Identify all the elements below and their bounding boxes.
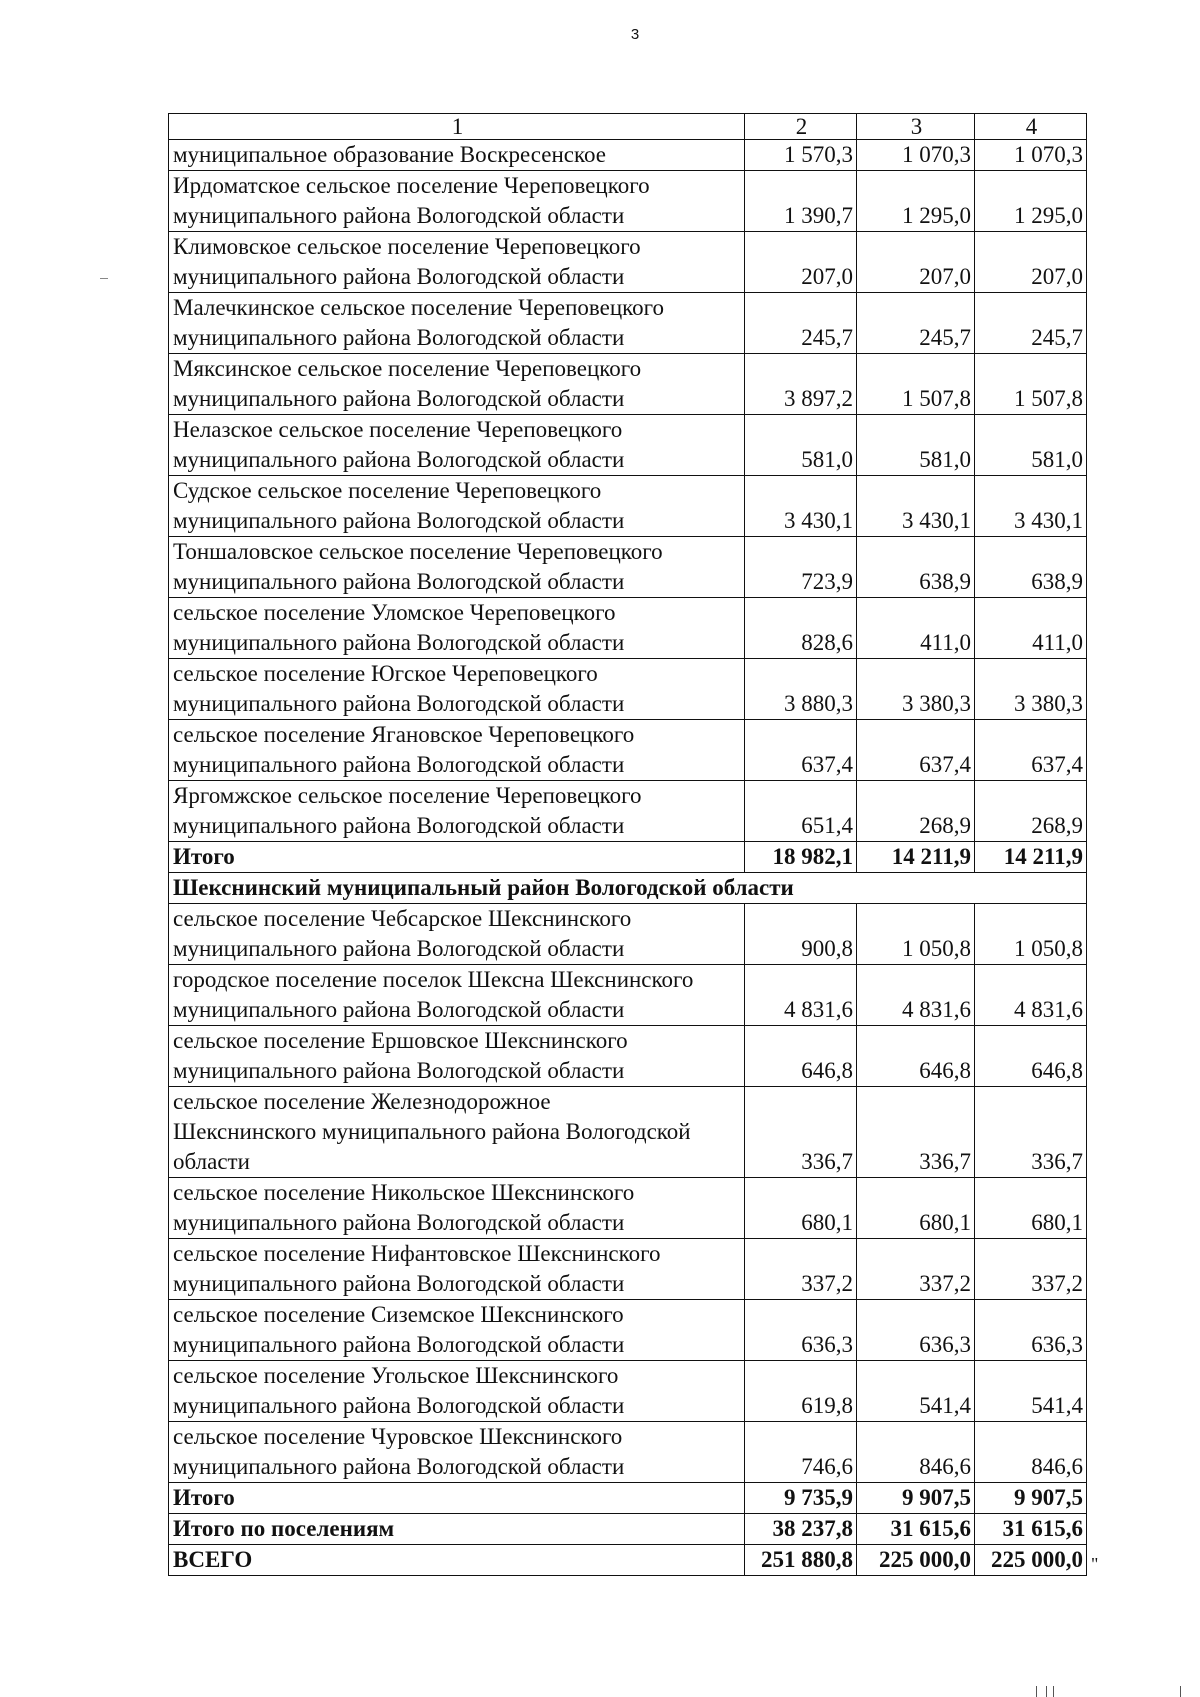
- settlement-name: [169, 1514, 745, 1545]
- settlement-name-line: муниципального района Вологодской области: [173, 1393, 625, 1418]
- settlement-name-line: муниципального района Вологодской области: [173, 325, 625, 350]
- margin-dot: [100, 278, 108, 279]
- settlement-name: [169, 1361, 745, 1422]
- value-c3: 680,1: [857, 1178, 975, 1239]
- table-row: [169, 1087, 1087, 1178]
- value-c2: 746,6: [745, 1422, 857, 1483]
- header-col-2: 2: [745, 114, 857, 140]
- settlement-name-line: области: [173, 1149, 250, 1174]
- settlement-name-line: Итого по поселениям: [173, 1516, 395, 1541]
- settlement-name: [169, 415, 745, 476]
- settlement-name-line: муниципальное образование Воскресенское: [173, 142, 607, 167]
- scan-mark: [1053, 1686, 1054, 1697]
- value-c3: 1 050,8: [857, 904, 975, 965]
- settlement-name-line: муниципального района Вологодской области: [173, 569, 625, 594]
- total-row: [169, 842, 1087, 873]
- header-col-3: 3: [857, 114, 975, 140]
- value-c4: 1 070,3: [975, 140, 1087, 171]
- closing-quote: ": [1091, 1554, 1099, 1574]
- settlement-name-line: муниципального района Вологодской области: [173, 752, 625, 777]
- settlement-name: [169, 1545, 745, 1576]
- settlement-name-line: Мяксинское сельское поселение Череповецкого: [173, 356, 642, 381]
- value-c3: 638,9: [857, 537, 975, 598]
- value-c4: 1 507,8: [975, 354, 1087, 415]
- value-c3: 1 507,8: [857, 354, 975, 415]
- table-row: [169, 476, 1087, 537]
- value-c4: 541,4: [975, 1361, 1087, 1422]
- settlement-name-line: муниципального района Вологодской области: [173, 386, 625, 411]
- value-c2: 646,8: [745, 1026, 857, 1087]
- value-c2: 3 880,3: [745, 659, 857, 720]
- total-row: [169, 1483, 1087, 1514]
- table-row: [169, 781, 1087, 842]
- value-c2: 3 897,2: [745, 354, 857, 415]
- settlement-name: [169, 354, 745, 415]
- value-c2: 1 390,7: [745, 171, 857, 232]
- settlement-name-line: Судское сельское поселение Череповецкого: [173, 478, 602, 503]
- settlement-name: [169, 171, 745, 232]
- value-c4: 336,7: [975, 1087, 1087, 1178]
- table-row: [169, 1422, 1087, 1483]
- value-c2: 581,0: [745, 415, 857, 476]
- settlement-name: [169, 1483, 745, 1514]
- total-row: [169, 1545, 1087, 1576]
- table-row: [169, 171, 1087, 232]
- settlement-name-line: сельское поселение Ершовское Шекснинского: [173, 1028, 628, 1053]
- value-c3: 1 295,0: [857, 171, 975, 232]
- settlement-name-line: сельское поселение Югское Череповецкого: [173, 661, 598, 686]
- settlement-name: [169, 1178, 745, 1239]
- header-row: [169, 114, 1087, 140]
- value-c4: 207,0: [975, 232, 1087, 293]
- value-c2: 1 570,3: [745, 140, 857, 171]
- value-c4: 411,0: [975, 598, 1087, 659]
- settlement-name: [169, 965, 745, 1026]
- value-c4: 646,8: [975, 1026, 1087, 1087]
- settlement-name: [169, 720, 745, 781]
- settlement-name-line: муниципального района Вологодской области: [173, 1332, 625, 1357]
- table-row: [169, 1300, 1087, 1361]
- settlement-name-line: муниципального района Вологодской области: [173, 1210, 625, 1235]
- value-c2: 637,4: [745, 720, 857, 781]
- value-c4: 638,9: [975, 537, 1087, 598]
- table-row: [169, 598, 1087, 659]
- table-row: [169, 1361, 1087, 1422]
- settlement-name: [169, 904, 745, 965]
- value-c2: 4 831,6: [745, 965, 857, 1026]
- value-c4: 31 615,6: [975, 1514, 1087, 1545]
- settlement-name: [169, 1300, 745, 1361]
- value-c4: 337,2: [975, 1239, 1087, 1300]
- settlement-name-line: Малечкинское сельское поселение Череповецкого: [173, 295, 665, 320]
- value-c3: 245,7: [857, 293, 975, 354]
- settlement-name-line: Тоншаловское сельское поселение Череповецкого: [173, 539, 663, 564]
- allocation-table: [168, 113, 1087, 1576]
- value-c4: 637,4: [975, 720, 1087, 781]
- value-c3: 207,0: [857, 232, 975, 293]
- settlement-name-line: сельское поселение Никольское Шекснинского: [173, 1180, 635, 1205]
- table-row: [169, 293, 1087, 354]
- table-row: [169, 659, 1087, 720]
- value-c2: 723,9: [745, 537, 857, 598]
- settlement-name-line: муниципального района Вологодской области: [173, 1454, 625, 1479]
- table-row: [169, 1178, 1087, 1239]
- settlement-name-line: сельское поселение Железнодорожное: [173, 1089, 551, 1114]
- settlement-name: [169, 537, 745, 598]
- settlement-name: [169, 1422, 745, 1483]
- value-c4: 245,7: [975, 293, 1087, 354]
- settlement-name-line: Яргомжское сельское поселение Череповецкого: [173, 783, 642, 808]
- value-c4: 1 295,0: [975, 171, 1087, 232]
- table-row: [169, 140, 1087, 171]
- settlement-name: [169, 598, 745, 659]
- settlement-name: [169, 476, 745, 537]
- settlement-name-line: Шекснинского муниципального района Вологодской: [173, 1119, 691, 1144]
- settlement-name-line: сельское поселение Угольское Шекснинского: [173, 1363, 619, 1388]
- settlement-name-line: городское поселение поселок Шексна Шекснинского: [173, 967, 694, 992]
- settlement-name-line: муниципального района Вологодской области: [173, 447, 625, 472]
- settlement-name: [169, 1239, 745, 1300]
- settlement-name: [169, 1026, 745, 1087]
- value-c4: 9 907,5: [975, 1483, 1087, 1514]
- value-c3: 337,2: [857, 1239, 975, 1300]
- settlement-name-line: сельское поселение Нифантовское Шекснинского: [173, 1241, 661, 1266]
- value-c4: 268,9: [975, 781, 1087, 842]
- settlement-name-line: сельское поселение Чебсарское Шекснинского: [173, 906, 632, 931]
- section-header-row: [169, 873, 1087, 904]
- settlement-name-line: муниципального района Вологодской области: [173, 508, 625, 533]
- value-c2: 337,2: [745, 1239, 857, 1300]
- table-row: [169, 720, 1087, 781]
- value-c2: 3 430,1: [745, 476, 857, 537]
- settlement-name-line: муниципального района Вологодской области: [173, 691, 625, 716]
- settlement-name: [169, 232, 745, 293]
- total-row: [169, 1514, 1087, 1545]
- value-c2: 9 735,9: [745, 1483, 857, 1514]
- settlement-name-line: Климовское сельское поселение Череповецкого: [173, 234, 641, 259]
- settlement-name-line: муниципального района Вологодской области: [173, 1271, 625, 1296]
- value-c2: 245,7: [745, 293, 857, 354]
- value-c2: 38 237,8: [745, 1514, 857, 1545]
- table-row: [169, 354, 1087, 415]
- table-row: [169, 904, 1087, 965]
- value-c3: 268,9: [857, 781, 975, 842]
- scan-mark: [1180, 1686, 1181, 1697]
- value-c3: 1 070,3: [857, 140, 975, 171]
- value-c4: 4 831,6: [975, 965, 1087, 1026]
- header-col-4: 4: [975, 114, 1087, 140]
- settlement-name-line: сельское поселение Чуровское Шекснинского: [173, 1424, 623, 1449]
- section-title: [169, 873, 1087, 904]
- page-number: 3: [630, 26, 640, 43]
- settlement-name-line: муниципального района Вологодской области: [173, 630, 625, 655]
- table-row: [169, 1239, 1087, 1300]
- settlement-name-line: муниципального района Вологодской области: [173, 203, 625, 228]
- scan-mark: [1036, 1686, 1037, 1697]
- value-c4: 636,3: [975, 1300, 1087, 1361]
- value-c2: 336,7: [745, 1087, 857, 1178]
- value-c3: 3 430,1: [857, 476, 975, 537]
- table-row: [169, 1026, 1087, 1087]
- value-c3: 411,0: [857, 598, 975, 659]
- settlement-name-line: сельское поселение Уломское Череповецкого: [173, 600, 616, 625]
- value-c2: 619,8: [745, 1361, 857, 1422]
- value-c3: 541,4: [857, 1361, 975, 1422]
- scan-mark: [1046, 1686, 1047, 1697]
- value-c4: 14 211,9: [975, 842, 1087, 873]
- value-c3: 846,6: [857, 1422, 975, 1483]
- settlement-name-line: муниципального района Вологодской области: [173, 936, 625, 961]
- value-c2: 651,4: [745, 781, 857, 842]
- value-c3: 646,8: [857, 1026, 975, 1087]
- settlement-name-line: муниципального района Вологодской области: [173, 1058, 625, 1083]
- value-c3: 637,4: [857, 720, 975, 781]
- table-row: [169, 232, 1087, 293]
- settlement-name-line: муниципального района Вологодской области: [173, 813, 625, 838]
- table-row: [169, 415, 1087, 476]
- value-c4: 3 380,3: [975, 659, 1087, 720]
- value-c2: 680,1: [745, 1178, 857, 1239]
- value-c4: 581,0: [975, 415, 1087, 476]
- value-c2: 18 982,1: [745, 842, 857, 873]
- value-c4: 225 000,0: [975, 1545, 1087, 1576]
- value-c2: 251 880,8: [745, 1545, 857, 1576]
- settlement-name-line: Итого: [173, 844, 235, 869]
- settlement-name-line: сельское поселение Ягановское Череповецкого: [173, 722, 635, 747]
- value-c3: 4 831,6: [857, 965, 975, 1026]
- header-col-1: 1: [169, 114, 745, 140]
- value-c3: 3 380,3: [857, 659, 975, 720]
- value-c2: 828,6: [745, 598, 857, 659]
- settlement-name: [169, 781, 745, 842]
- value-c3: 225 000,0: [857, 1545, 975, 1576]
- value-c3: 31 615,6: [857, 1514, 975, 1545]
- settlement-name-line: Ирдоматское сельское поселение Череповецкого: [173, 173, 650, 198]
- settlement-name-line: Итого: [173, 1485, 235, 1510]
- table-row: [169, 537, 1087, 598]
- value-c3: 336,7: [857, 1087, 975, 1178]
- settlement-name: [169, 293, 745, 354]
- settlement-name: [169, 842, 745, 873]
- settlement-name-line: сельское поселение Сиземское Шекснинского: [173, 1302, 624, 1327]
- value-c3: 14 211,9: [857, 842, 975, 873]
- value-c4: 680,1: [975, 1178, 1087, 1239]
- settlement-name-line: ВСЕГО: [173, 1547, 253, 1572]
- value-c4: 3 430,1: [975, 476, 1087, 537]
- settlement-name-line: муниципального района Вологодской области: [173, 264, 625, 289]
- value-c2: 636,3: [745, 1300, 857, 1361]
- section-title-text: Шекснинский муниципальный район Вологодской области: [173, 875, 794, 900]
- settlement-name-line: Нелазское сельское поселение Череповецкого: [173, 417, 623, 442]
- settlement-name: [169, 659, 745, 720]
- value-c3: 9 907,5: [857, 1483, 975, 1514]
- table-row: [169, 965, 1087, 1026]
- value-c4: 846,6: [975, 1422, 1087, 1483]
- value-c2: 207,0: [745, 232, 857, 293]
- value-c4: 1 050,8: [975, 904, 1087, 965]
- settlement-name: [169, 140, 745, 171]
- settlement-name-line: муниципального района Вологодской области: [173, 997, 625, 1022]
- value-c3: 636,3: [857, 1300, 975, 1361]
- value-c3: 581,0: [857, 415, 975, 476]
- settlement-name: [169, 1087, 745, 1178]
- value-c2: 900,8: [745, 904, 857, 965]
